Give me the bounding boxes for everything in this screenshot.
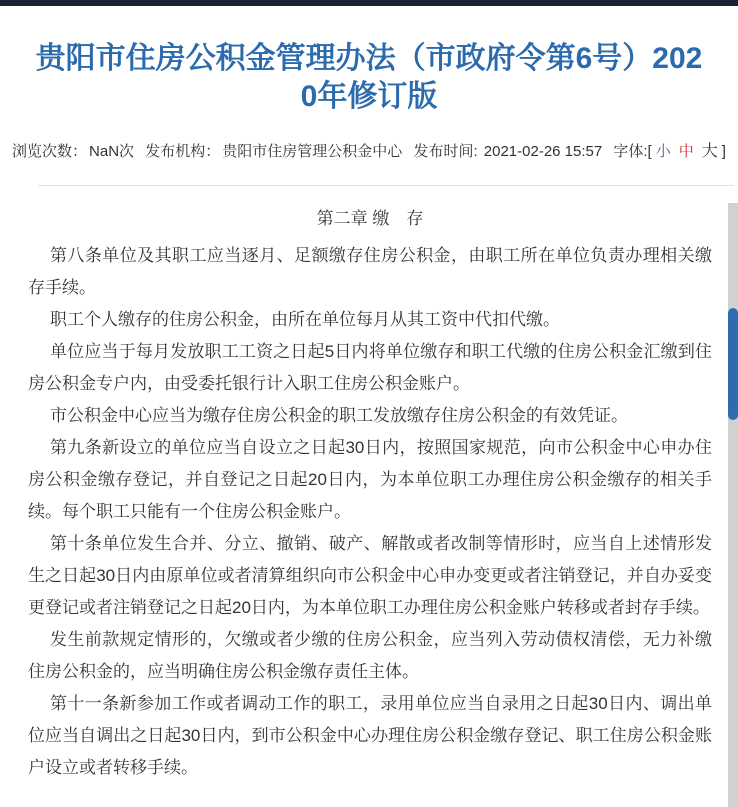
- paragraph: 单位应当于每月发放职工工资之日起5日内将单位缴存和职工代缴的住房公积金汇缴到住房公积金专户内，由受委托银行计入职工住房公积金账户。: [28, 342, 712, 393]
- publisher-value: 贵阳市住房管理公积金中心: [222, 143, 403, 160]
- font-medium-button[interactable]: 中: [678, 143, 694, 160]
- chapter-heading: 第二章 缴 存: [316, 209, 424, 228]
- scrollbar-track[interactable]: [728, 203, 738, 807]
- font-size-close-bracket: ]: [721, 143, 726, 160]
- publish-time-label: 发布时间:: [413, 143, 478, 160]
- views-value: NaN次: [89, 143, 135, 160]
- paragraph: 第九条新设立的单位应当自设立之日起30日内，按照国家规范，向市公积金中心申办住房公积金缴存登记，并自登记之日起20日内，为本单位职工办理住房公积金缴存的相关手续。每个职工只能有一个住房公积金账户。: [28, 438, 712, 521]
- meta-bar: [0, 138, 738, 161]
- top-bar: [0, 0, 738, 6]
- publish-time-value: 2021-02-26 15:57: [483, 143, 603, 160]
- paragraph: 第十一条新参加工作或者调动工作的职工，录用单位应当自录用之日起30日内、调出单位应当自调出之日起30日内，到市公积金中心办理住房公积金缴存登记、职工住房公积金账户设立或者转移手续。: [28, 694, 712, 777]
- font-size-label: 字体:[: [613, 143, 652, 160]
- page-title-line2: 0年修订版: [300, 80, 438, 113]
- page-title-line1: 贵阳市住房公积金管理办法（市政府令第6号）202: [35, 42, 703, 75]
- font-large-button[interactable]: 大: [701, 143, 718, 160]
- page-title: [0, 40, 738, 116]
- paragraph: 职工个人缴存的住房公积金，由所在单位每月从其工资中代扣代缴。: [50, 310, 560, 329]
- views-label: 浏览次数：: [12, 143, 88, 160]
- font-small-button[interactable]: 小: [655, 143, 671, 160]
- paragraph: 第八条单位及其职工应当逐月、足额缴存住房公积金，由职工所在单位负责办理相关缴存手续。: [28, 246, 712, 297]
- font-size-control: [613, 143, 726, 160]
- article-body: [28, 240, 712, 784]
- scrollbar-thumb[interactable]: [728, 308, 738, 420]
- paragraph: 第十条单位发生合并、分立、撤销、破产、解散或者改制等情形时，应当自上述情形发生之日起30日内由原单位或者清算组织向市公积金中心申办变更或者注销登记，并自办妥变更登记或者注销登记之日起20日内，为本单位职工办理住房公积金账户转移或者封存手续。: [28, 534, 712, 617]
- article-section: [0, 186, 738, 794]
- publisher-label: 发布机构：: [145, 143, 221, 160]
- paragraph: 发生前款规定情形的，欠缴或者少缴的住房公积金，应当列入劳动债权清偿，无力补缴住房公积金的，应当明确住房公积金缴存责任主体。: [28, 630, 712, 681]
- paragraph: 市公积金中心应当为缴存住房公积金的职工发放缴存住房公积金的有效凭证。: [50, 406, 628, 425]
